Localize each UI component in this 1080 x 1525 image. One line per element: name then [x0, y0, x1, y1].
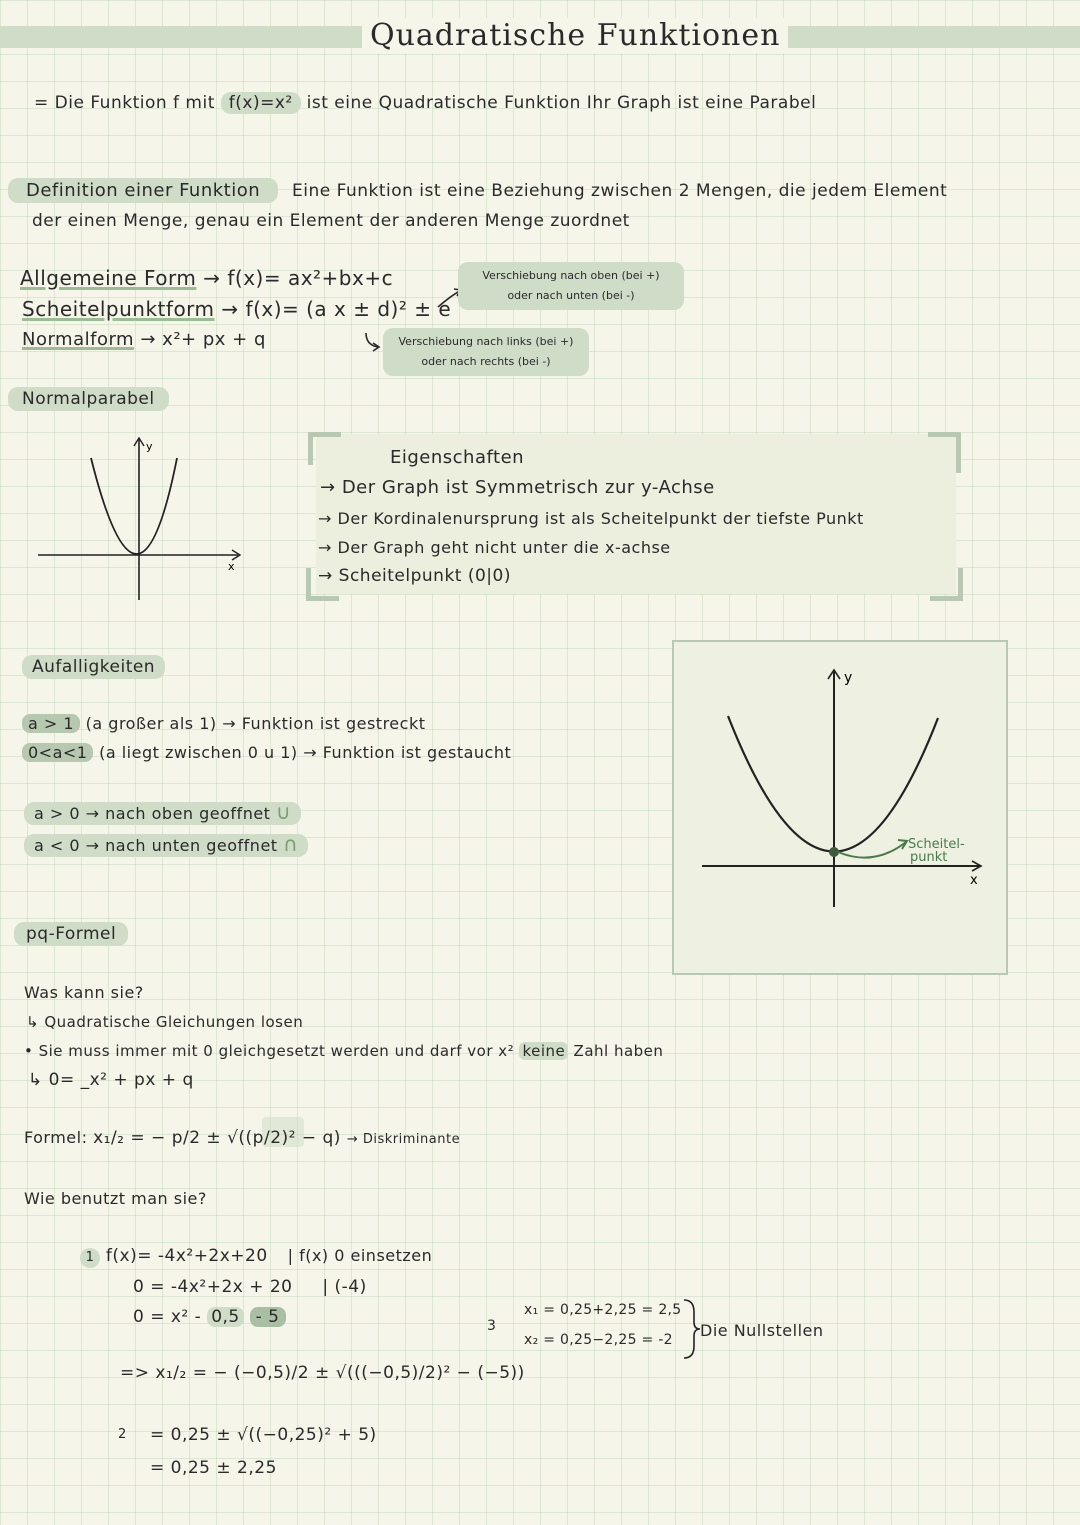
example-line-3-q: - 5	[250, 1307, 286, 1327]
example-line-2: 0 = -4x²+2x + 20	[133, 1277, 293, 1297]
rule-oben	[24, 800, 301, 824]
x-axis-label: x	[228, 560, 235, 573]
shift-horizontal-box	[383, 328, 589, 376]
vertex-label-2: punkt	[910, 850, 948, 865]
example-result: Die Nullstellen	[700, 1321, 824, 1340]
rule-gestreckt-text: (a großer als 1) → Funktion ist gestreckt	[85, 714, 426, 733]
auffaelligkeiten-label: Aufalligkeiten	[22, 655, 165, 679]
y-axis-label: y	[146, 440, 153, 453]
scheitelpunkt-graph	[674, 642, 1006, 973]
cap-icon: ∩	[283, 832, 299, 856]
shift-vertical-box	[458, 262, 684, 310]
definition-label: Definition einer Funktion	[8, 178, 278, 203]
rule-oben-row	[24, 802, 301, 825]
example-line-2-note: | (-4)	[322, 1277, 367, 1297]
definition-text-2: der einen Menge, genau ein Element der anderen Menge zuordnet	[32, 211, 630, 231]
definition-text-1: Eine Funktion ist eine Beziehung zwischen 2 Mengen, die jedem Element	[292, 181, 948, 201]
example-line-6: = 0,25 ± 2,25	[150, 1458, 277, 1478]
arrow-icon: →	[203, 266, 221, 290]
pq-diskriminante: → Diskriminante	[346, 1132, 461, 1147]
page-title: Quadratische Funktionen	[362, 18, 788, 53]
eigenschaften-heading: Eigenschaften	[390, 447, 525, 468]
pq-answer-1: ↳ Quadratische Gleichungen losen	[26, 1013, 304, 1031]
normalform-formula: x²+ px + q	[162, 329, 266, 350]
rule-gestreckt-tag: a > 1	[22, 714, 80, 733]
eigenschaft-4: → Scheitelpunkt (0|0)	[318, 566, 511, 586]
pq-answer-3: ↳ 0= _x² + px + q	[28, 1070, 194, 1090]
bracket-top-left	[308, 432, 341, 465]
shift-vertical-line-1: Verschiebung nach oben (bei +)	[482, 269, 660, 282]
rule-unten	[24, 832, 308, 856]
arrow-icon: →	[221, 297, 239, 321]
rule-unten-row	[24, 834, 308, 857]
intro-line	[34, 93, 816, 113]
normalparabel-label: Normalparabel	[8, 387, 169, 411]
eigenschaft-3: → Der Graph geht nicht unter die x-achse	[318, 538, 671, 557]
pq-formel-expression: x₁/₂ = − p/2 ± √((p/2)² − q)	[93, 1128, 341, 1148]
normalparabel-graph	[30, 430, 250, 610]
allgemeine-form-label: Allgemeine Form	[20, 266, 197, 290]
arrow-icon: →	[318, 538, 338, 557]
example-line-2-row	[133, 1277, 367, 1297]
step-2-number: 2	[118, 1427, 127, 1442]
intro-suffix: ist eine Quadratische Funktion Ihr Graph ist eine Parabel	[306, 93, 817, 113]
bracket-bottom-right	[930, 568, 963, 601]
pq-formel-label-text: Formel:	[24, 1128, 88, 1147]
rule-oben-tag: a > 0	[34, 804, 81, 823]
parabel-curve	[91, 458, 177, 554]
vertex-point	[829, 847, 839, 857]
step-3-number: 3	[487, 1318, 496, 1334]
scheitelpunkt-graph-box	[672, 640, 1008, 975]
shift-vertical-line-2: oder nach unten (bei -)	[507, 289, 635, 302]
example-line-3-row	[133, 1307, 286, 1327]
scheitelpunktform-label: Scheitelpunktform	[22, 297, 215, 321]
example-x2: x₂ = 0,25−2,25 = -2	[524, 1332, 673, 1348]
pq-question-1: Was kann sie?	[24, 983, 144, 1002]
rule-unten-text: → nach unten geoffnet	[85, 836, 278, 855]
arrow-icon: →	[318, 509, 338, 528]
example-line-3-pre: 0 = x² -	[133, 1307, 202, 1327]
arrow-icon: →	[320, 477, 342, 498]
normalform-label: Normalform	[22, 329, 135, 350]
intro-formula: f(x)=x²	[221, 92, 301, 114]
example-x1: x₁ = 0,25+2,25 = 2,5	[524, 1302, 682, 1318]
example-line-4: => x₁/₂ = − (−0,5)/2 ± √(((−0,5)/2)² − (−5))	[120, 1363, 525, 1383]
rule-gestaucht-tag: 0<a<1	[22, 743, 93, 762]
pq-answer-2	[24, 1042, 663, 1060]
pq-answer-2-pre: • Sie muss immer mit 0 gleichgesetzt werden und darf vor x²	[24, 1042, 515, 1060]
normalform	[22, 329, 266, 350]
intro-prefix: = Die Funktion f mit	[34, 93, 215, 113]
vertex-label-1: Scheitel-	[908, 837, 965, 852]
rule-gestreckt	[22, 714, 425, 733]
shift-horizontal-line-2: oder nach rechts (bei -)	[421, 355, 551, 368]
step-1-badge: 1	[80, 1248, 100, 1268]
eigenschaft-2: → Der Kordinalenursprung ist als Scheitelpunkt der tiefste Punkt	[318, 509, 864, 528]
x-axis-label: x	[970, 873, 978, 888]
rule-gestaucht	[22, 743, 511, 762]
shift-horizontal-line-1: Verschiebung nach links (bei +)	[398, 335, 574, 348]
scheitelpunktform-formula: f(x)= (a x ± d)² ± e	[245, 297, 452, 321]
arrow-up-right-icon	[438, 291, 460, 307]
example-line-1-note: | f(x) 0 einsetzen	[287, 1246, 433, 1265]
y-axis-label: y	[844, 670, 853, 686]
pq-formel-line	[24, 1128, 460, 1148]
pq-formel-label: pq-Formel	[14, 922, 128, 946]
example-line-5: = 0,25 ± √((−0,25)² + 5)	[150, 1425, 377, 1445]
rule-oben-text: → nach oben geoffnet	[85, 804, 271, 823]
arrow-icon: →	[140, 329, 156, 350]
eigenschaft-1: → Der Graph ist Symmetrisch zur y-Achse	[320, 477, 715, 498]
allgemeine-form	[20, 266, 393, 290]
allgemeine-form-formula: f(x)= ax²+bx+c	[227, 266, 394, 290]
pq-answer-2-hl: keine	[519, 1042, 568, 1060]
pq-question-2: Wie benutzt man sie?	[24, 1189, 207, 1208]
cup-icon: ∪	[276, 800, 292, 824]
example-line-1: f(x)= -4x²+2x+20	[105, 1246, 268, 1266]
bracket-top-right	[928, 432, 961, 473]
rule-unten-tag: a < 0	[34, 836, 81, 855]
pq-answer-2-post: Zahl haben	[573, 1042, 664, 1060]
rule-gestaucht-text: (a liegt zwischen 0 u 1) → Funktion ist gestaucht	[99, 743, 512, 762]
arrow-icon: →	[318, 566, 339, 586]
example-step-1	[80, 1246, 432, 1268]
example-line-3-p: 0,5	[207, 1307, 244, 1327]
